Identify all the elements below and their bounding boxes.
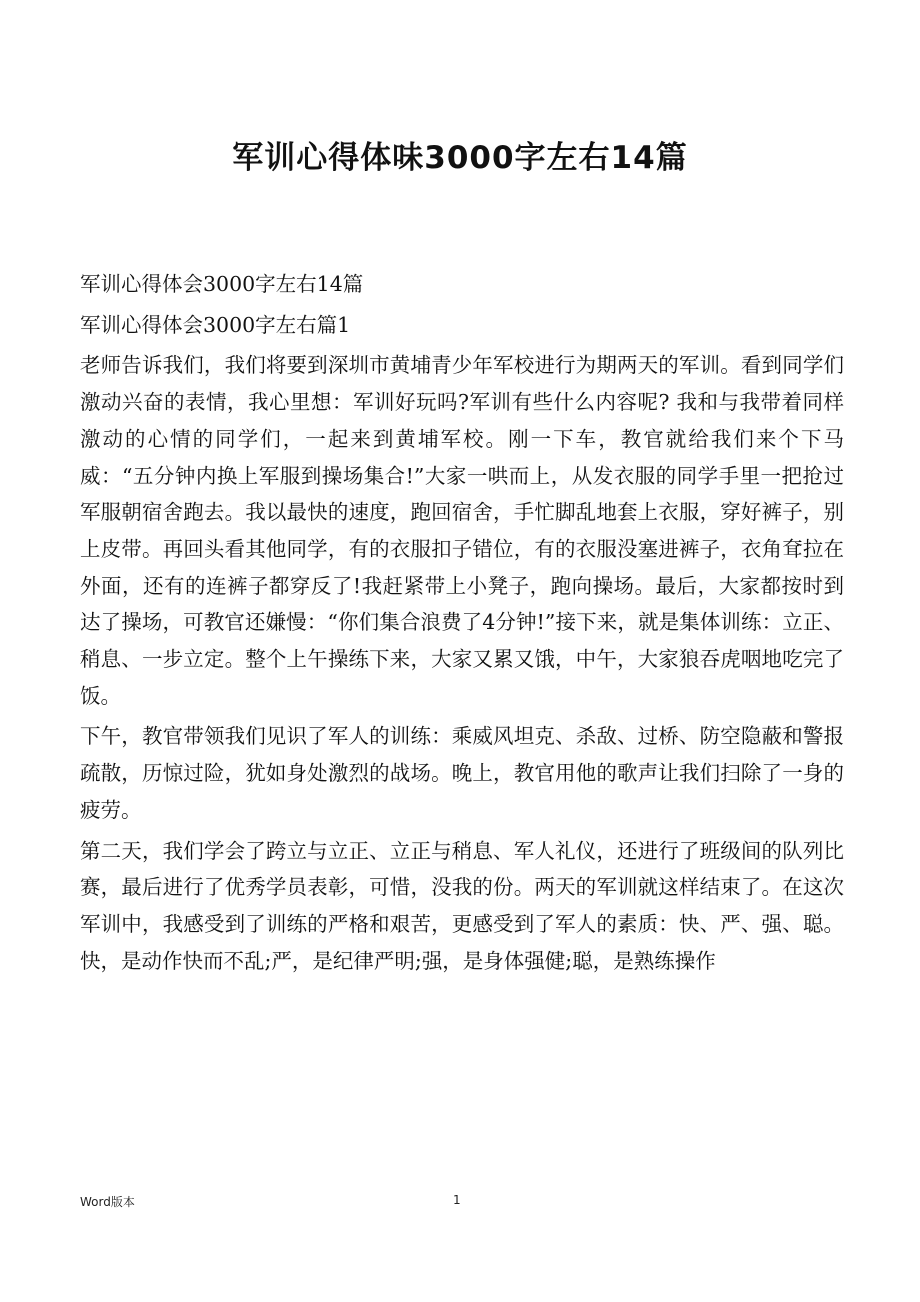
paragraph: 第二天，我们学会了跨立与立正、立正与稍息、军人礼仪，还进行了班级间的队列比赛，最后进行了优秀学员表彰，可惜，没我的份。两天的军训就这样结束了。在这次军训中，我感受到了训练的严格和艰苦，更感受到了军人的素质：快、严、强、聪。快，是动作快而不乱;严，是纪律严明;强，是身体强健;聪，是熟练操作 [80, 838, 844, 973]
section-heading: 军训心得体会3000字左右篇1 [80, 312, 351, 337]
page-title: 军训心得体味3000字左右14篇 [232, 140, 688, 176]
footer-label: Word版本 [80, 1195, 135, 1209]
paragraph: 老师告诉我们，我们将要到深圳市黄埔青少年军校进行为期两天的军训。看到同学们激动兴奋的表情，我心里想：军训好玩吗?军训有些什么内容呢? 我和与我带着同样激动的心情的同学们，一起来到黄埔军校。刚一下车，教官就给我们来个下马威：“五分钟内换上军服到操场集合!”大家一哄而上，从发衣服的同学手里一把抢过军服朝宿舍跑去。我以最快的速度，跑回宿舍，手忙脚乱地套上衣服，穿好裤子，别上皮带。再回头看其他同学，有的衣服扣子错位，有的衣服没塞进裤子，衣角耷拉在外面，还有的连裤子都穿反了!我赶紧带上小凳子，跑向操场。最后，大家都按时到达了操场，可教官还嫌慢：“你们集合浪费了4分钟!”接下来，就是集体训练：立正、稍息、一步立定。整个上午操练下来，大家又累又饿，中午，大家狼吞虎咽地吃完了饭。 [80, 353, 844, 708]
subtitle: 军训心得体会3000字左右14篇 [80, 272, 364, 296]
paragraph: 下午，教官带领我们见识了军人的训练：乘威风坦克、杀敌、过桥、防空隐蔽和警报疏散，历惊过险，犹如身处激烈的战场。晚上，教官用他的歌声让我们扫除了一身的疲劳。 [80, 724, 844, 822]
page-number: 1 [453, 1193, 461, 1207]
document-body [80, 266, 844, 983]
